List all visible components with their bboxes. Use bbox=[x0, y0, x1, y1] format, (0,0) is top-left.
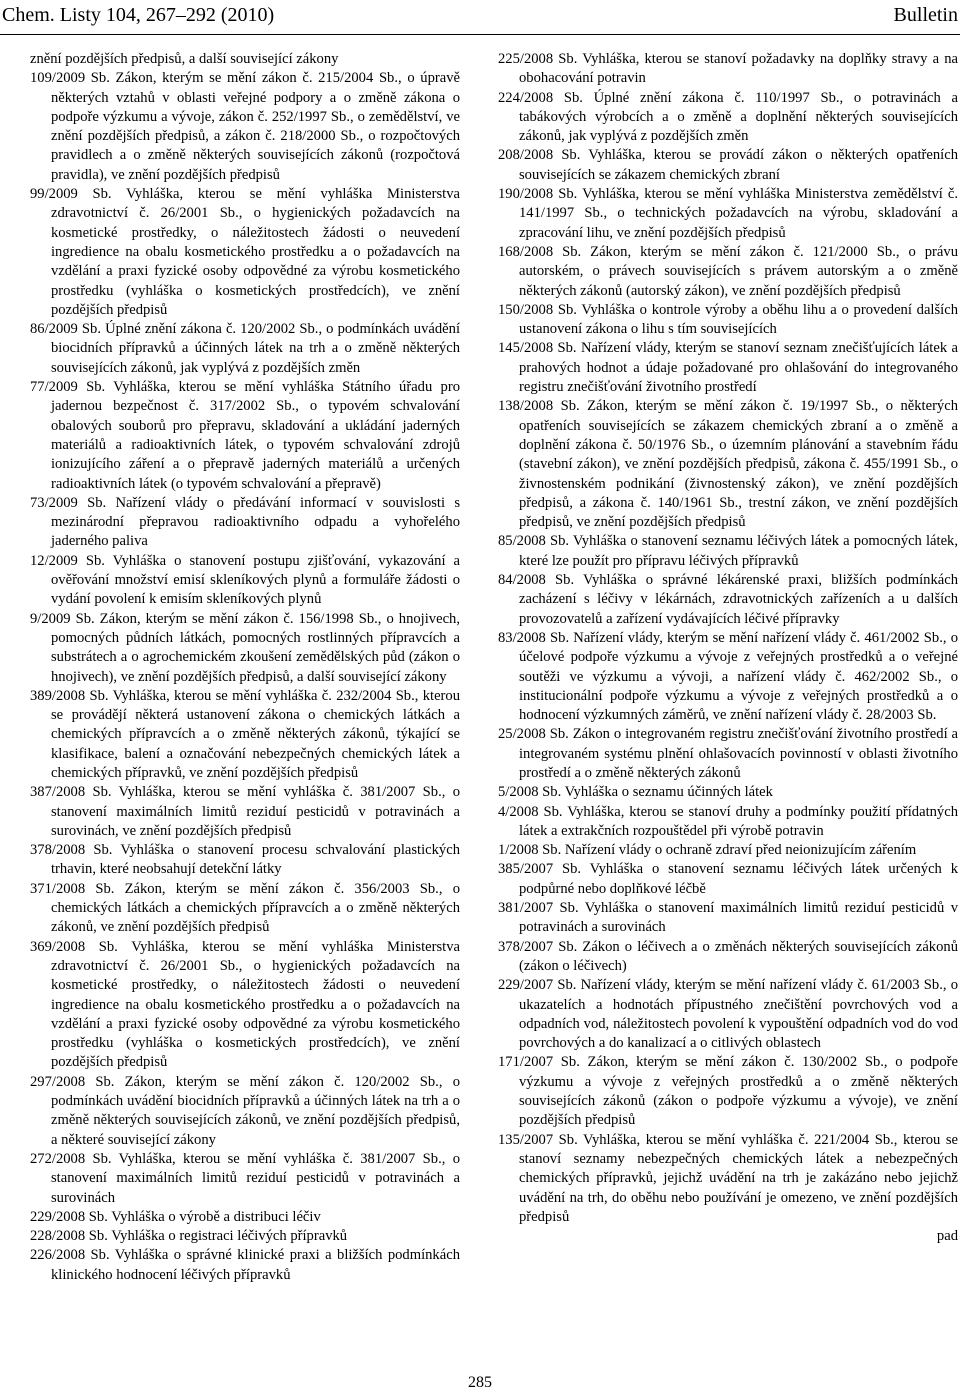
list-item: 371/2008 Sb. Zákon, kterým se mění zákon č. 356/2003 Sb., o chemických látkách a chemických přípravcích a o změně některých zákonů, ve znění pozdějších předpisů bbox=[30, 880, 460, 936]
list-item: 224/2008 Sb. Úplné znění zákona č. 110/1997 Sb., o potravinách a tabákových výrobcích a o změně a doplnění některých souvisejících zákonů, jak vyplývá z pozdějších změn bbox=[498, 89, 958, 145]
list-item: znění pozdějších předpisů, a další související zákony bbox=[30, 51, 339, 67]
list-item: 135/2007 Sb. Vyhláška, kterou se mění vyhláška č. 221/2004 Sb., kterou se stanoví seznamy nebezpečných chemických látek a nebezpečných chemických přípravků, jejichž uvádění na trh je zakázáno nebo jejichž uvádění na trh, do oběhu nebo používání je omezeno, ve znění pozdějších předpisů bbox=[498, 1131, 958, 1225]
list-item: 369/2008 Sb. Vyhláška, kterou se mění vyhláška Ministerstva zdravotnictví č. 26/2001 Sb., o hygienických požadavcích na kosmetické prostředky, o náležitostech žádosti o neuvedení ingredience na obalu kosmetického prostředku a o požadavcích na vzdělání a praxi fyzické osoby odpovědné za výrobu kosmetického prostředku (vyhláška o kosmetických prostředcích), ve znění pozdějších předpisů bbox=[30, 938, 460, 1071]
list-item: 208/2008 Sb. Vyhláška, kterou se provádí zákon o některých opatřeních souvisejících se zákazem chemických zbraní bbox=[498, 147, 958, 183]
list-item: 1/2008 Sb. Nařízení vlády o ochraně zdraví před neionizujícím zářením bbox=[498, 842, 917, 859]
page-header bbox=[0, 0, 960, 36]
list-item: 138/2008 Sb. Zákon, kterým se mění zákon č. 19/1997 Sb., o některých opatřeních souvisejících se zákazem chemických zbraní a o změně a doplnění zákona č. 50/1976 Sb., o územním plánování a stavebním řádu (stavební zákon), ve znění pozdějších předpisů, zákona č. 455/1991 Sb., o živnostenském podnikání (živnostenský zákon), ve znění pozdějších předpisů, a zákona č. 140/1961 Sb., trestní zákon, ve znění pozdějších předpisů, ve znění pozdějších předpisů bbox=[498, 398, 958, 531]
list-item: 86/2009 Sb. Úplné znění zákona č. 120/2002 Sb., o podmínkách uvádění biocidních přípravků a účinných látek na trh a o změně některých souvisejících zákonů, jak vyplývá z pozdějších změn bbox=[30, 321, 460, 376]
list-item: 389/2008 Sb. Vyhláška, kterou se mění vyhláška č. 232/2004 Sb., kterou se provádějí některá ustanovení zákona o chemických látkách a chemických přípravcích a o změně některých zákonů, týkající se klasifikace, balení a označování nebezpečných chemických látek a chemických přípravků, ve znění pozdějších předpisů bbox=[30, 687, 460, 781]
list-item: 109/2009 Sb. Zákon, kterým se mění zákon č. 215/2004 Sb., o úpravě některých vztahů v oblasti veřejné podpory a o změně zákona o podpoře výzkumu a vývoje, zákon č. 252/1997 Sb., o zemědělství, ve znění pozdějších předpisů, a zákon č. 218/2000 Sb., o rozpočtových pravidlech a o změně některých souvisejících zákonů (rozpočtová pravidla), ve znění pozdějších předpisů bbox=[30, 70, 460, 183]
list-item: 25/2008 Sb. Zákon o integrovaném registru znečišťování životního prostředí a integrovaném systému plnění ohlašovacích povinností v oblasti životního prostředí a o změně některých zákonů bbox=[498, 726, 958, 781]
list-item: 12/2009 Sb. Vyhláška o stanovení postupu zjišťování, vykazování a ověřování množství emisí skleníkových plynů a formuláře žádosti o vydání povolení k emisím skleníkových plynů bbox=[30, 552, 460, 608]
list-item: 85/2008 Sb. Vyhláška o stanovení seznamu léčivých látek a pomocných látek, které lze použít pro přípravu léčivých přípravků bbox=[498, 533, 958, 569]
list-item: 229/2007 Sb. Nařízení vlády, kterým se mění nařízení vlády č. 61/2003 Sb., o ukazatelích a hodnotách přípustného znečištění povrchových vod a odpadních vod, náležitostech povolení k vypouštění odpadních vod do vod povrchových a do kanalizací a o citlivých oblastech bbox=[498, 977, 958, 1052]
list-item: 228/2008 Sb. Vyhláška o registraci léčivých přípravků bbox=[30, 1228, 348, 1245]
list-item: 84/2008 Sb. Vyhláška o správné lékárenské praxi, bližších podmínkách zacházení s léčivy v lékárnách, zdravotnických zařízeních a u dalších provozovatelů a zařízení vydávajících léčivé přípravky bbox=[498, 572, 958, 627]
list-item: 229/2008 Sb. Vyhláška o výrobě a distribuci léčiv bbox=[30, 1208, 321, 1225]
journal-citation: Chem. Listy 104, 267–292 (2010) bbox=[2, 4, 275, 26]
list-item: 297/2008 Sb. Zákon, kterým se mění zákon č. 120/2002 Sb., o podmínkách uvádění biocidních přípravků a účinných látek na trh a o změně některých souvisejících zákonů, ve znění pozdějších předpisů, a některé související zákony bbox=[30, 1073, 460, 1148]
list-item: 381/2007 Sb. Vyhláška o stanovení maximálních limitů reziduí pesticidů v potravinách a surovinách bbox=[498, 900, 958, 936]
list-item: 190/2008 Sb. Vyhláška, kterou se mění vyhláška Ministerstva zemědělství č. 141/1997 Sb., o technických požadavcích na výrobu, skladování a zpracování lihu, ve znění pozdějších předpisů bbox=[498, 186, 958, 241]
left-column bbox=[30, 50, 460, 1285]
list-item: 168/2008 Sb. Zákon, kterým se mění zákon č. 121/2000 Sb., o právu autorském, o právech souvisejících s právem autorským a o změně některých zákonů (autorský zákon), ve znění pozdějších předpisů bbox=[498, 243, 958, 299]
list-item: 385/2007 Sb. Vyhláška o stanovení seznamu léčivých látek určených k podpůrné nebo doplňkové léčbě bbox=[498, 861, 958, 897]
list-item: 4/2008 Sb. Vyhláška, kterou se stanoví druhy a podmínky použití přídatných látek a extrakčních rozpouštědel při výrobě potravin bbox=[498, 803, 958, 839]
page-number: 285 bbox=[468, 1374, 492, 1391]
section-title: Bulletin bbox=[893, 4, 958, 26]
list-item: 145/2008 Sb. Nařízení vlády, kterým se stanoví seznam znečišťujících látek a prahových hodnot a údaje požadované pro ohlašování do integrovaného registru znečišťování životního prostředí bbox=[498, 340, 958, 396]
list-item: 99/2009 Sb. Vyhláška, kterou se mění vyhláška Ministerstva zdravotnictví č. 26/2001 Sb., o hygienických požadavcích na kosmetické prostředky, o náležitostech žádosti o neuvedení ingredience na obalu kosmetického prostředku a o požadavcích na vzdělání a praxi fyzické osoby odpovědné za výrobu kosmetického prostředku (vyhláška o kosmetických prostředcích), ve znění pozdějších předpisů bbox=[30, 186, 460, 318]
list-item: 9/2009 Sb. Zákon, kterým se mění zákon č. 156/1998 Sb., o hnojivech, pomocných půdních látkách, pomocných rostlinných přípravcích a substrátech a o agrochemickém zkoušení zemědělských půd (zákon o hnojivech), ve znění pozdějších předpisů, a další související zákony bbox=[30, 610, 460, 685]
list-item: 77/2009 Sb. Vyhláška, kterou se mění vyhláška Státního úřadu pro jadernou bezpečnost č. 317/2002 Sb., o typovém schvalování obalových souborů pro přepravu, skladování a ukládání jaderných materiálů a radioaktivních látek, o typovém schvalování zdrojů ionizujícího záření a o přepravě jaderných materiálů a určených radioaktivních látek (o typovém schvalování a přepravě) bbox=[30, 379, 460, 492]
header-rule bbox=[0, 34, 960, 35]
list-item: 272/2008 Sb. Vyhláška, kterou se mění vyhláška č. 381/2007 Sb., o stanovení maximálních limitů reziduí pesticidů v potravinách a surovinách bbox=[30, 1150, 460, 1206]
right-column bbox=[498, 50, 958, 1246]
list-item: 225/2008 Sb. Vyhláška, kterou se stanoví požadavky na doplňky stravy a na obohacování potravin bbox=[498, 51, 958, 87]
list-item: pad bbox=[936, 1228, 958, 1245]
list-item: 83/2008 Sb. Nařízení vlády, kterým se mění nařízení vlády č. 461/2002 Sb., o účelové podpoře výzkumu a vývoje z veřejných prostředků a o veřejné soutěži ve výzkumu a vývoji, a nařízení vlády č. 462/2002 Sb., o institucionální podpoře výzkumu a vývoje z veřejných prostředků a o hodnocení výzkumných záměrů, ve znění nařízení vlády č. 28/2003 Sb. bbox=[498, 629, 958, 724]
list-item: 226/2008 Sb. Vyhláška o správné klinické praxi a bližších podmínkách klinického hodnocení léčivých přípravků bbox=[30, 1247, 460, 1283]
list-item: 378/2008 Sb. Vyhláška o stanovení procesu schvalování plastických trhavin, které neobsahují detekční látky bbox=[30, 842, 460, 878]
list-item: 387/2008 Sb. Vyhláška, kterou se mění vyhláška č. 381/2007 Sb., o stanovení maximálních limitů reziduí pesticidů v potravinách a surovinách, ve znění pozdějších předpisů bbox=[30, 784, 460, 839]
list-item: 5/2008 Sb. Vyhláška o seznamu účinných látek bbox=[498, 784, 773, 801]
list-item: 73/2009 Sb. Nařízení vlády o předávání informací v souvislosti s mezinárodní přepravou radioaktivního odpadu a vyhořelého jaderného paliva bbox=[30, 494, 460, 550]
list-item: 378/2007 Sb. Zákon o léčivech a o změnách některých souvisejících zákonů (zákon o léčivech) bbox=[498, 938, 958, 974]
list-item: 150/2008 Sb. Vyhláška o kontrole výroby a oběhu lihu a o provedení dalších ustanovení zákona o lihu s tím souvisejících bbox=[498, 301, 958, 338]
list-item: 171/2007 Sb. Zákon, kterým se mění zákon č. 130/2002 Sb., o podpoře výzkumu a vývoje z veřejných prostředků a o změně některých souvisejících zákonů (zákon o podpoře výzkumu a vývoje), ve znění pozdějších předpisů bbox=[498, 1054, 958, 1129]
